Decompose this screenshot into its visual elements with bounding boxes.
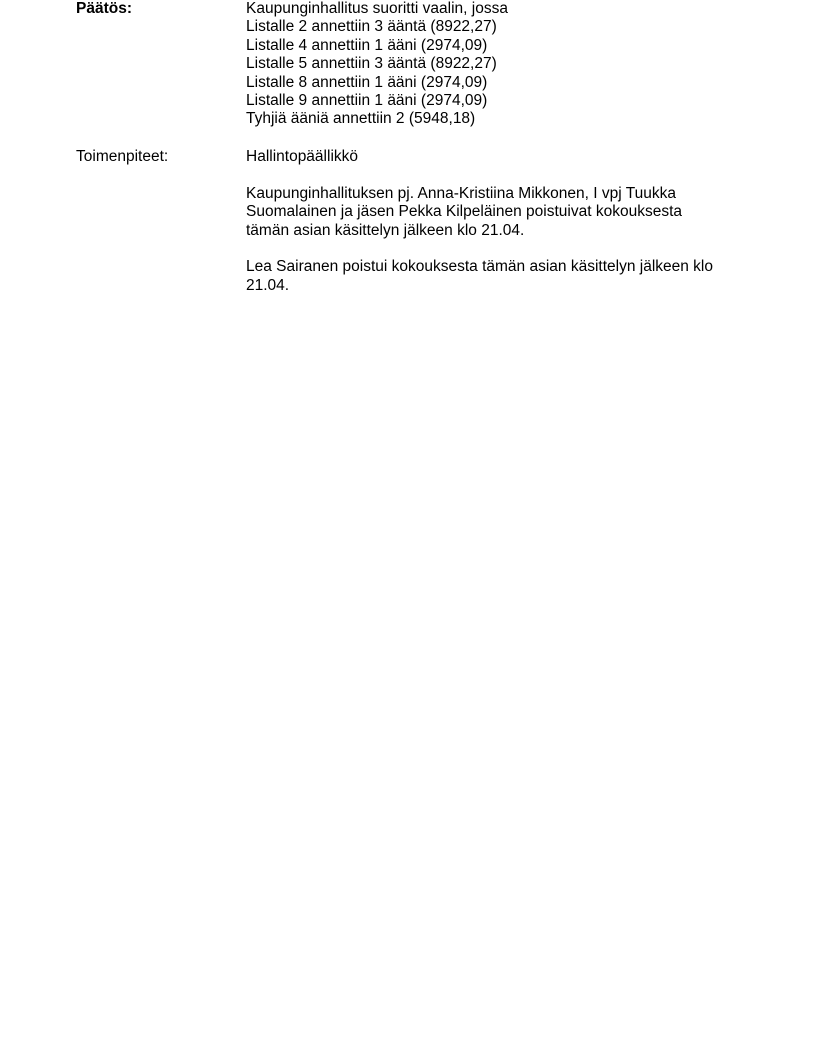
paragraph-line: Lea Sairanen poistui kokouksesta tämän asian käsittelyn jälkeen klo [246,258,713,276]
decision-line: Listalle 2 annettiin 3 ääntä (8922,27) [246,18,497,36]
actions-label: Toimenpiteet: [76,148,169,165]
paragraph-spacer [246,166,746,184]
decision-label: Päätös: [76,0,132,17]
paragraph-line: Suomalainen ja jäsen Pekka Kilpeläinen poistuivat kokouksesta [246,203,682,221]
decision-line: Listalle 9 annettiin 1 ääni (2974,09) [246,92,488,110]
paragraph-line: Kaupunginhallituksen pj. Anna-Kristiina Mikkonen, I vpj Tuukka [246,184,676,202]
decision-line: Listalle 8 annettiin 1 ääni (2974,09) [246,73,488,91]
decision-content [246,0,746,129]
actions-recipient: Hallintopäällikkö [246,148,359,165]
decision-line: Listalle 5 annettiin 3 ääntä (8922,27) [246,55,497,73]
decision-line: Listalle 4 annettiin 1 ääni (2974,09) [246,36,488,54]
decision-line: Kaupunginhallitus suoritti vaalin, jossa [246,0,508,17]
paragraph-line: 21.04. [246,276,290,294]
actions-content [246,148,746,295]
paragraph-spacer [246,240,746,258]
paragraph-line: tämän asian käsittelyn jälkeen klo 21.04. [246,221,525,239]
actions-paragraph-2 [246,258,746,295]
actions-paragraph-1 [246,185,746,240]
decision-line: Tyhjiä ääniä annettiin 2 (5948,18) [246,110,476,128]
